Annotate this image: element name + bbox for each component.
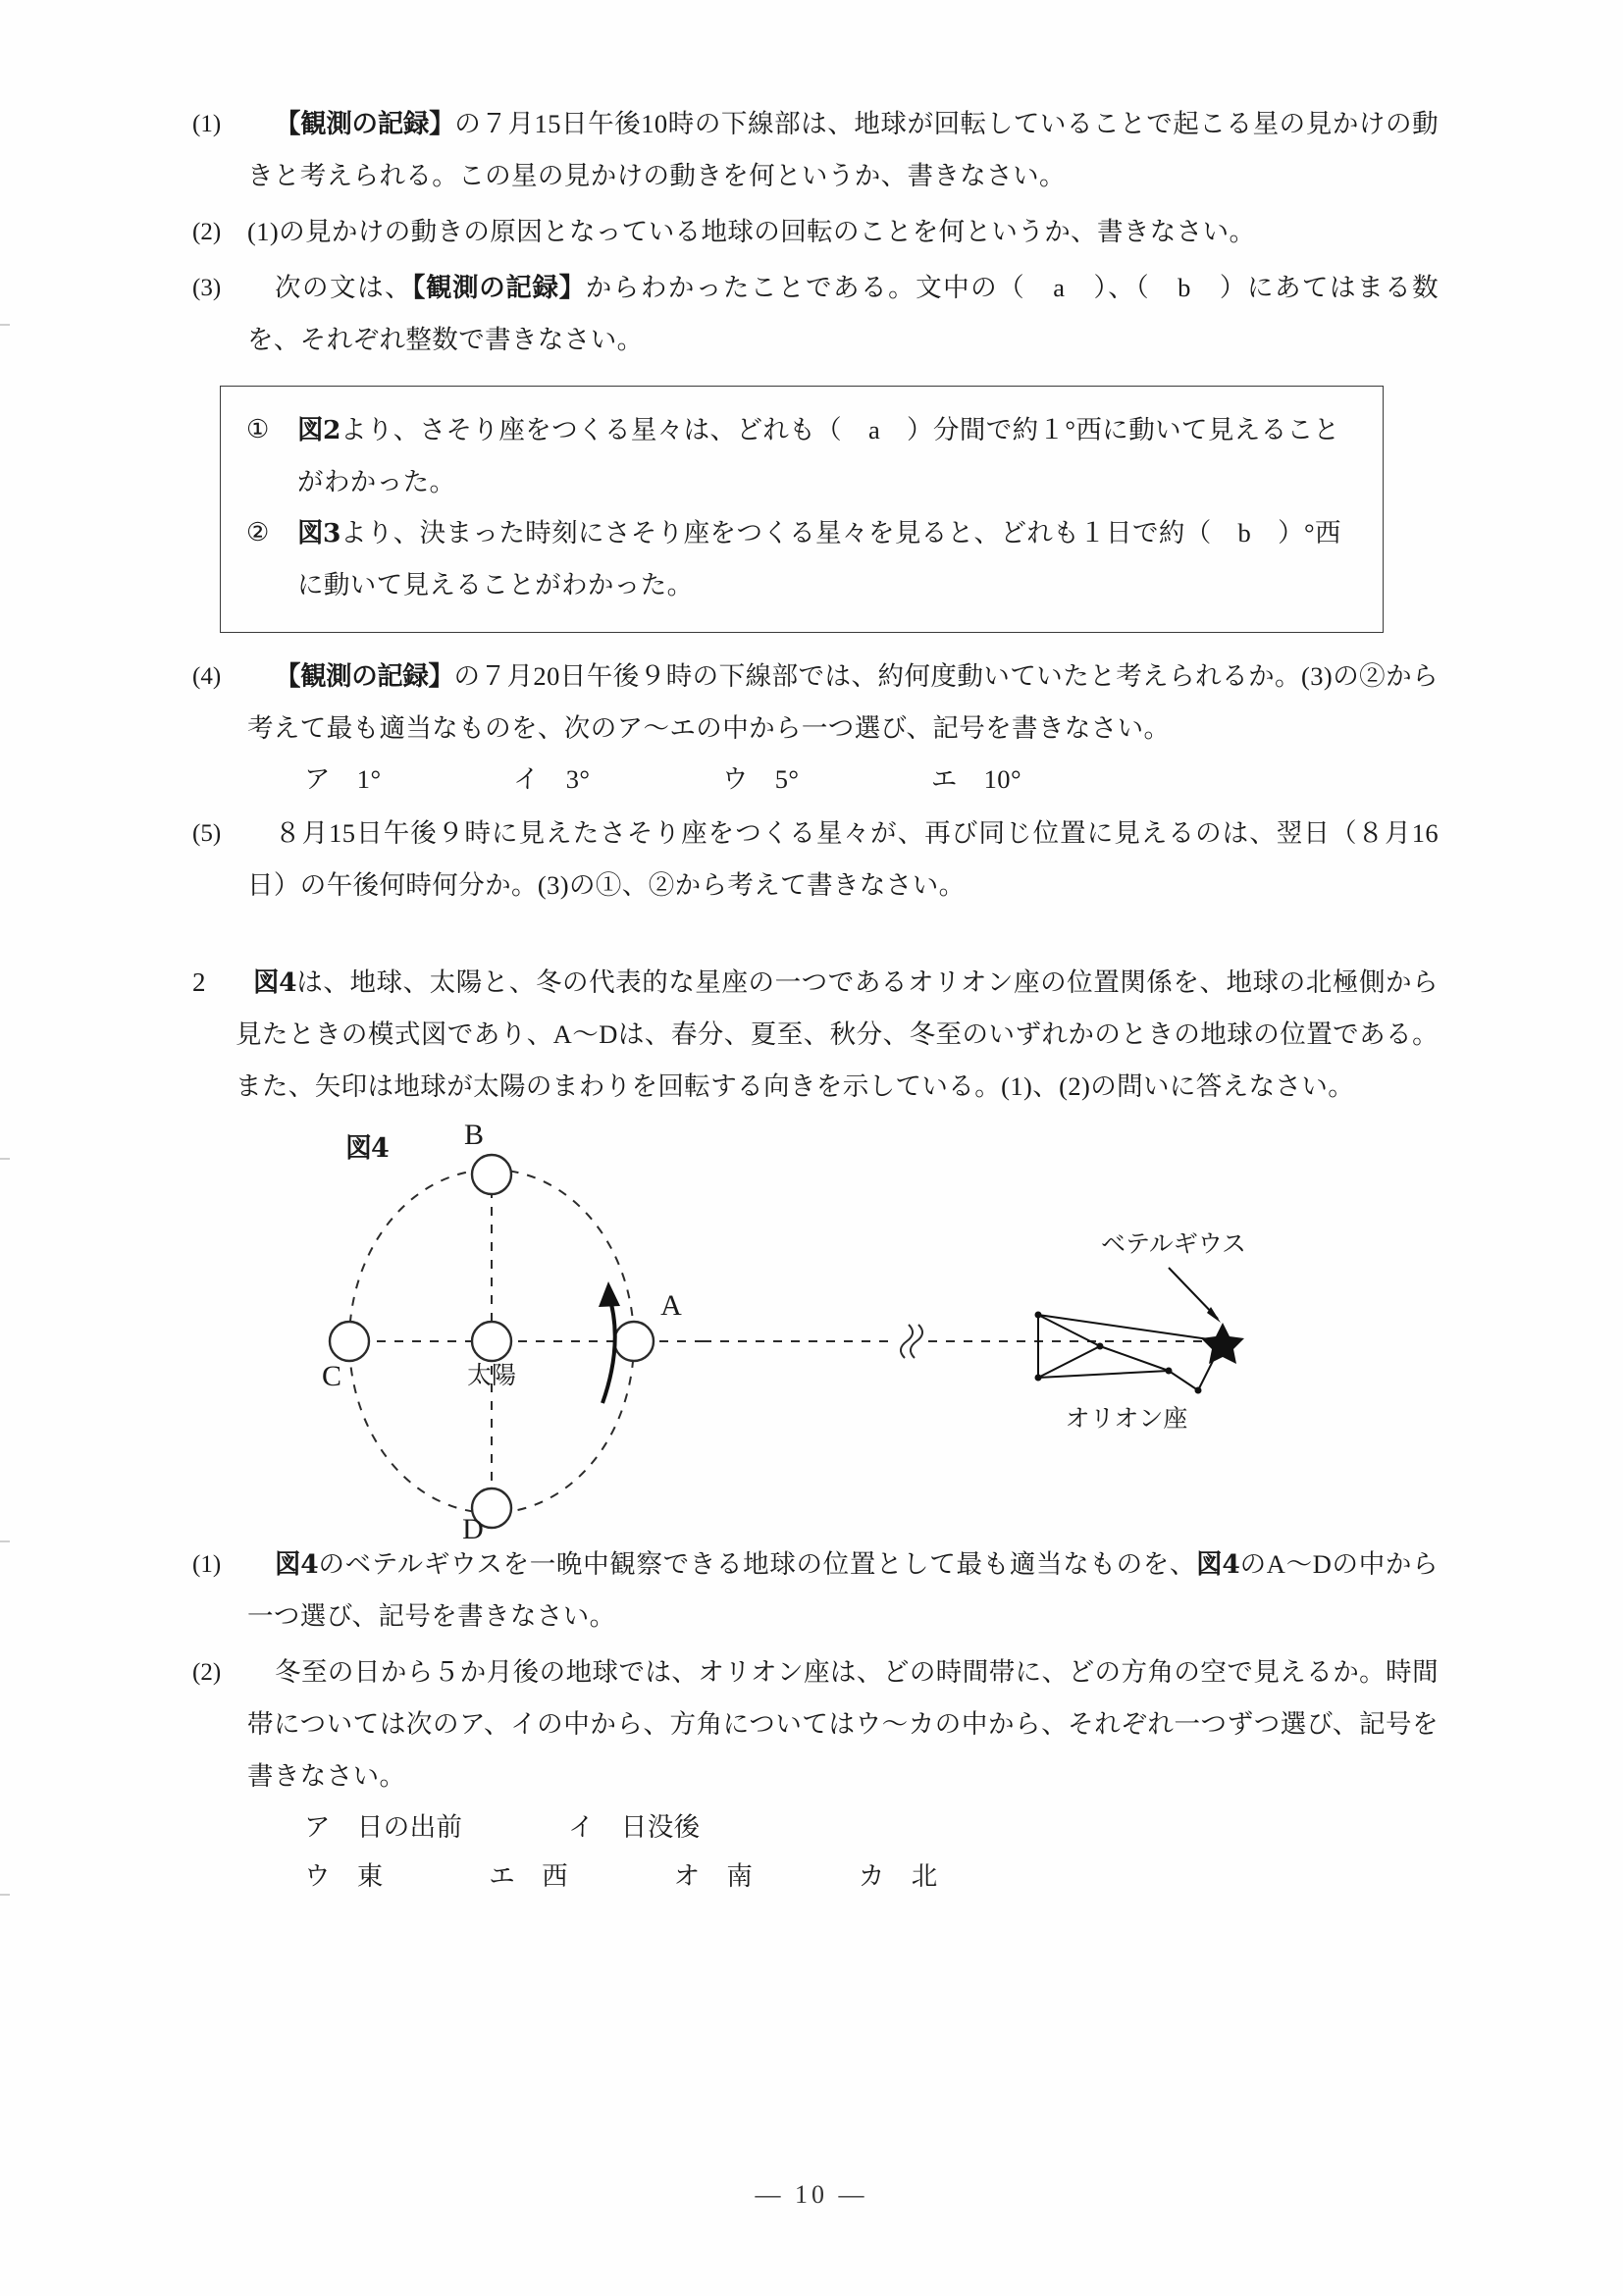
question-text [247,651,1439,804]
s2q1-part2: のA～Dの中から一つ選び、記号を書きなさい。 [247,1549,1439,1631]
s2q2-text: 冬至の日から５か月後の地球では、オリオン座は、どの時間帯に、どの方角の空で見えるか。時間帯については次のア、イの中から、方角についてはウ～カの中から、それぞれ一つずつ選び、記号を書きなさい。 [247,1657,1439,1791]
question-number: (3) [192,275,222,301]
figure2-reference: 図2 [297,415,340,445]
s2q2-choices-time: ア 日の出前 イ 日没後 [304,1812,701,1842]
earth-label-c: C [321,1360,342,1392]
question-text: ８月15日午後９時に見えたさそり座をつくる星々が、再び同じ位置に見えるのは、翌日（８月16日）の午後何時何分か。(3)の①、②から考えて書きなさい。 [247,818,1439,900]
figure4-reference: 図4 [253,967,297,998]
earth-position-c [330,1322,369,1361]
question-3-part1: 次の文は、 [275,273,413,302]
figure-4-label: 図4 [345,1133,389,1164]
statement-text [297,404,1357,507]
section-intro-text [236,957,1439,1113]
revolution-arrow-head [599,1281,620,1307]
section2-question-item-2 [192,1646,1439,1901]
sun-label: 太陽 [466,1361,517,1389]
figure-4-container [192,1119,1439,1545]
orion-star-dot [1195,1387,1202,1394]
orion-constellation-label: オリオン座 [1065,1404,1188,1433]
orion-star-dot [1166,1368,1173,1375]
statement-1-rest: より、さそり座をつくる星々は、どれも（ a ）分間で約１°西に動いて見えることがわかった。 [297,415,1340,496]
revolution-direction-arrow [602,1293,615,1403]
question-number: (5) [192,820,222,847]
statement-box [220,386,1384,633]
question-number: (1) [192,111,222,137]
statement-marker: ② [246,518,270,547]
earth-position-a [614,1322,654,1361]
sun-circle [472,1322,511,1361]
question-number: (2) [192,219,222,245]
scan-edge-mark [0,1894,10,1896]
question-item-1 [192,98,1439,202]
question-1-rest: の７月15日午後10時の下線部は、地球が回転していることで起こる星の見かけの動きと考えられる。この星の見かけの動きを何というか、書きなさい。 [247,109,1440,190]
question-text [247,98,1439,202]
section-number: 2 [192,967,206,997]
statement-marker: ① [246,415,270,444]
question-item-2 [192,206,1439,258]
earth-label-b: B [463,1119,485,1151]
page-footer: — 10 — [755,2180,868,2209]
statement-line-2 [246,507,1357,610]
question-text: (1)の見かけの動きの原因となっている地球の回転のことを何というか、書きなさい。 [247,217,1256,246]
figure4-reference: 図4 [1196,1549,1240,1580]
question-text [247,1646,1439,1901]
question-4-rest: の７月20日午後９時の下線部では、約何度動いていたと考えられるか。(3)の②から考えて最も適当なものを、次のア～エの中から一つ選び、記号を書きなさい。 [247,661,1440,743]
orion-star-dot [1035,1375,1042,1382]
question-item-4 [192,651,1439,804]
scan-edge-mark [0,1540,10,1542]
question-text [247,262,1439,366]
orion-star-dot [1097,1343,1104,1350]
statement-text [297,507,1357,610]
orion-star-dot [1035,1312,1042,1319]
orion-constellation [1038,1315,1223,1390]
section-2-intro-rest: は、地球、太陽と、冬の代表的な星座の一つであるオリオン座の位置関係を、地球の北極側から見たときの模式図であり、A～Dは、春分、夏至、秋分、冬至のいずれかのときの地球の位置である。また、矢印は地球が太陽のまわりを回転する向きを示している。(1)、(2)の問いに答えなさい。 [236,967,1439,1101]
question-3-part2: からわかったことである。文中の（ a ）、（ b ）にあてはまる数を、それぞれ整数で書きなさい。 [247,273,1440,354]
betelgeuse-star-icon [1201,1323,1244,1364]
statement-line-1 [246,404,1357,507]
question-text [247,1539,1439,1643]
figure3-reference: 図3 [297,518,340,548]
question-number: (1) [192,1551,222,1578]
observation-record-term: 【観測の記録】 [412,273,586,303]
s2q1-part1: のベテルギウスを一晩中観察できる地球の位置として最も適当なものを、 [318,1549,1197,1579]
observation-record-term: 【観測の記録】 [275,661,454,692]
earth-label-a: A [660,1289,682,1322]
section-2 [192,957,1439,1113]
earth-position-b [472,1155,511,1194]
betelgeuse-label: ベテルギウス [1100,1229,1247,1258]
statement-2-rest: より、決まった時刻にさそり座をつくる星々を見ると、どれも１日で約（ b ）°西に動いて見えることがわかった。 [297,518,1341,600]
earth-label-d: D [462,1513,484,1545]
page-content [192,98,1439,1905]
question-item-3 [192,262,1439,366]
figure4-reference: 図4 [275,1549,319,1580]
question-item-5 [192,808,1439,912]
question-number: (2) [192,1659,222,1686]
section2-question-item-1 [192,1539,1439,1643]
s2q2-choices-direction: ウ 東 エ 西 オ 南 カ 北 [304,1861,938,1891]
question-4-choices: ア 1° イ 3° ウ 5° エ 10° [304,764,1021,794]
observation-record-term: 【観測の記録】 [275,109,455,139]
scan-edge-mark [0,1158,10,1160]
question-number: (4) [192,663,222,690]
scan-edge-mark [0,324,10,326]
